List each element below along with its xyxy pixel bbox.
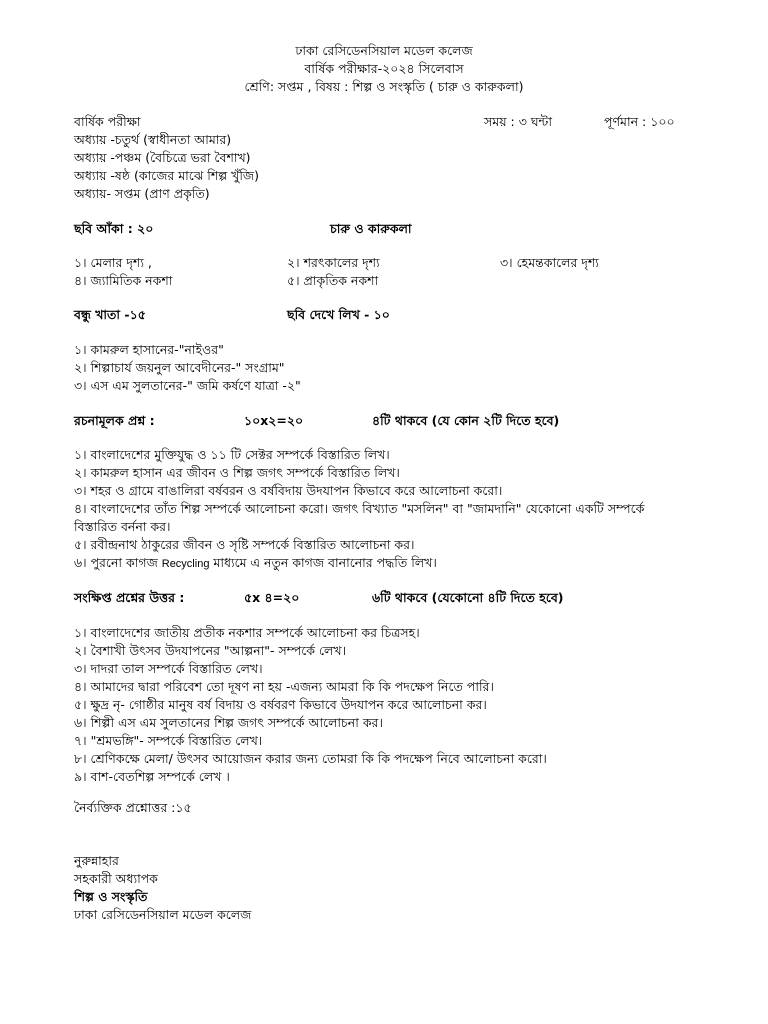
friend-book-title: বন্ধু খাতা -১৫	[74, 307, 146, 322]
drawing-item: ৫। প্রাকৃতিক নকশা	[287, 273, 379, 288]
essay-q6-start: ৬। পুরনো কাগজ	[74, 555, 158, 570]
chapter-item: অধ্যায় -চতুর্থ (স্বাধীনতা আমার)	[74, 132, 232, 147]
friend-book-item: ১। কামরুল হাসানের-"নাইওর"	[74, 342, 224, 357]
essay-section	[74, 412, 734, 573]
signature-block	[74, 852, 734, 924]
drawing-item: ৪। জ্যামিতিক নকশা	[74, 273, 173, 288]
essay-q6-latin: Recycling	[161, 558, 210, 570]
exam-title: বার্ষিক পরীক্ষার-২০২৪ সিলেবাস	[304, 61, 464, 76]
exam-time: সময় : ৩ ঘন্টা	[484, 114, 553, 129]
essay-question	[74, 554, 734, 573]
chapter-list	[74, 131, 734, 203]
essay-title: রচনামূলক প্রশ্ন :	[74, 413, 155, 428]
teacher-department: শিল্প ও সংস্কৃতি	[74, 889, 148, 904]
short-question: ৫। ক্ষুদ্র নৃ- গোষ্ঠীর মানুষ বর্ষ বিদায় ও বর্ষবরণ কিভাবে উদযাপন করে আলোচনা কর।	[74, 697, 487, 712]
full-marks: পূর্ণমান : ১০০	[604, 114, 675, 129]
essay-question: ৩। শহর ও গ্রামে বাঙালিরা বর্ষবরন ও বর্ষবিদায় উদযাপন কিভাবে করে আলোচনা করো।	[74, 483, 503, 498]
essay-question: ৪। বাংলাদেশের তাঁত শিল্প সম্পর্কে আলোচনা করো। জগৎ বিখ্যাত "মসলিন" বা "জামদানি" যেকোনো একটি সম্পর্কে	[74, 501, 645, 516]
teacher-institution: ঢাকা রেসিডেনসিয়াল মডেল কলেজ	[74, 907, 252, 922]
college-name: ঢাকা রেসিডেনসিয়াল মডেল কলেজ	[295, 43, 473, 58]
short-question: ৬। শিল্পী এস এম সুলতানের শিল্প জগৎ সম্পর্কে আলোচনা কর।	[74, 715, 383, 730]
exam-info	[74, 113, 734, 131]
short-question: ২। বৈশাখী উৎসব উদযাপনের "আল্পনা"- সম্পর্কে লেখ।	[74, 643, 347, 658]
chapter-item: অধ্যায় -পঞ্চম (বৈচিত্রে ভরা বৈশাখ)	[74, 150, 251, 165]
picture-writing-title: ছবি দেখে লিখ - ১০	[287, 307, 390, 322]
drawing-section	[74, 220, 734, 290]
essay-instruction: ৪টি থাকবে (যে কোন ২টি দিতে হবে)	[372, 413, 560, 428]
short-instruction: ৬টি থাকবে (যেকোনো ৪টি দিতে হবে)	[372, 590, 564, 605]
friend-book-item: ২। শিল্পাচার্য জয়নুল আবেদীনের-" সংগ্রাম"	[74, 360, 285, 375]
drawing-item: ২। শরৎকালের দৃশ্য	[287, 255, 380, 270]
short-title: সংক্ষিপ্ত প্রশ্নের উত্তর :	[74, 590, 185, 605]
short-marks: ৫x ৪=২০	[244, 590, 300, 605]
objective-marks: নৈর্ব্যক্তিক প্রশ্নোত্তর :১৫	[74, 800, 192, 815]
short-question: ১। বাংলাদেশের জাতীয় প্রতীক নকশার সম্পর্কে আলোচনা কর চিত্রসহ।	[74, 625, 420, 640]
drawing-title: ছবি আঁকা : ২০	[74, 221, 154, 236]
essay-question: ১। বাংলাদেশের মুক্তিযুদ্ধ ও ১১ টি সেক্টর সম্পর্কে বিস্তারিত লিখ।	[74, 447, 390, 462]
short-question: ৪। আমাদের দ্বারা পরিবেশ তো দূষণ না হয় -এজন্য আমরা কি কি পদক্ষেপ নিতে পারি।	[74, 679, 494, 694]
drawing-item: ৩। হেমন্তকালের দৃশ্য	[500, 255, 599, 270]
teacher-name: নুরুন্নাহার	[74, 853, 119, 868]
essay-q6-end: মাধ্যমে এ নতুন কাগজ বানানোর পদ্ধতি লিখ।	[213, 555, 437, 570]
class-subject: শ্রেণি: সপ্তম , বিষয় : শিল্প ও সংস্কৃতি ( চারু ও কারুকলা)	[244, 79, 524, 94]
friend-book-item: ৩। এস এম সুলতানের-" জমি কর্ষণে যাত্রা -২"	[74, 378, 301, 393]
exam-label: বার্ষিক পরীক্ষা	[74, 114, 141, 129]
chapter-item: অধ্যায়- সপ্তম (প্রাণ প্রকৃতি)	[74, 186, 210, 201]
teacher-designation: সহকারী অধ্যাপক	[74, 871, 158, 886]
objective-section	[74, 799, 734, 817]
short-question: ৩। দাদরা তাল সম্পর্কে বিস্তারিত লেখ।	[74, 661, 263, 676]
essay-question: ৫। রবীন্দ্রনাথ ঠাকুরের জীবন ও সৃষ্টি সম্পর্কে বিস্তারিত আলোচনা কর।	[74, 537, 415, 552]
friend-book-section	[74, 306, 734, 395]
document-header	[0, 42, 768, 96]
chapter-item: অধ্যায় -ষষ্ঠ (কাজের মাঝে শিল্প খুঁজি)	[74, 168, 259, 183]
short-question: ৯। বাশ-বেতশিল্প সম্পর্কে লেখ ।	[74, 769, 230, 784]
essay-question-continuation: বিস্তারিত বর্ননা কর।	[74, 519, 171, 534]
drawing-subject: চারু ও কারুকলা	[330, 221, 412, 236]
short-question: ৭। "শ্রমভঙ্গি"- সম্পর্কে বিস্তারিত লেখ।	[74, 733, 263, 748]
essay-marks: ১০x২=২০	[244, 413, 304, 428]
short-answer-section	[74, 589, 734, 786]
essay-question: ২। কামরুল হাসান এর জীবন ও শিল্প জগৎ সম্পর্কে বিস্তারিত লিখ।	[74, 465, 400, 480]
short-question: ৮। শ্রেণিকক্ষে মেলা/ উৎসব আয়োজন করার জন্য তোমরা কি কি পদক্ষেপ নিবে আলোচনা করো।	[74, 751, 547, 766]
drawing-item: ১। মেলার দৃশ্য ,	[74, 255, 152, 270]
